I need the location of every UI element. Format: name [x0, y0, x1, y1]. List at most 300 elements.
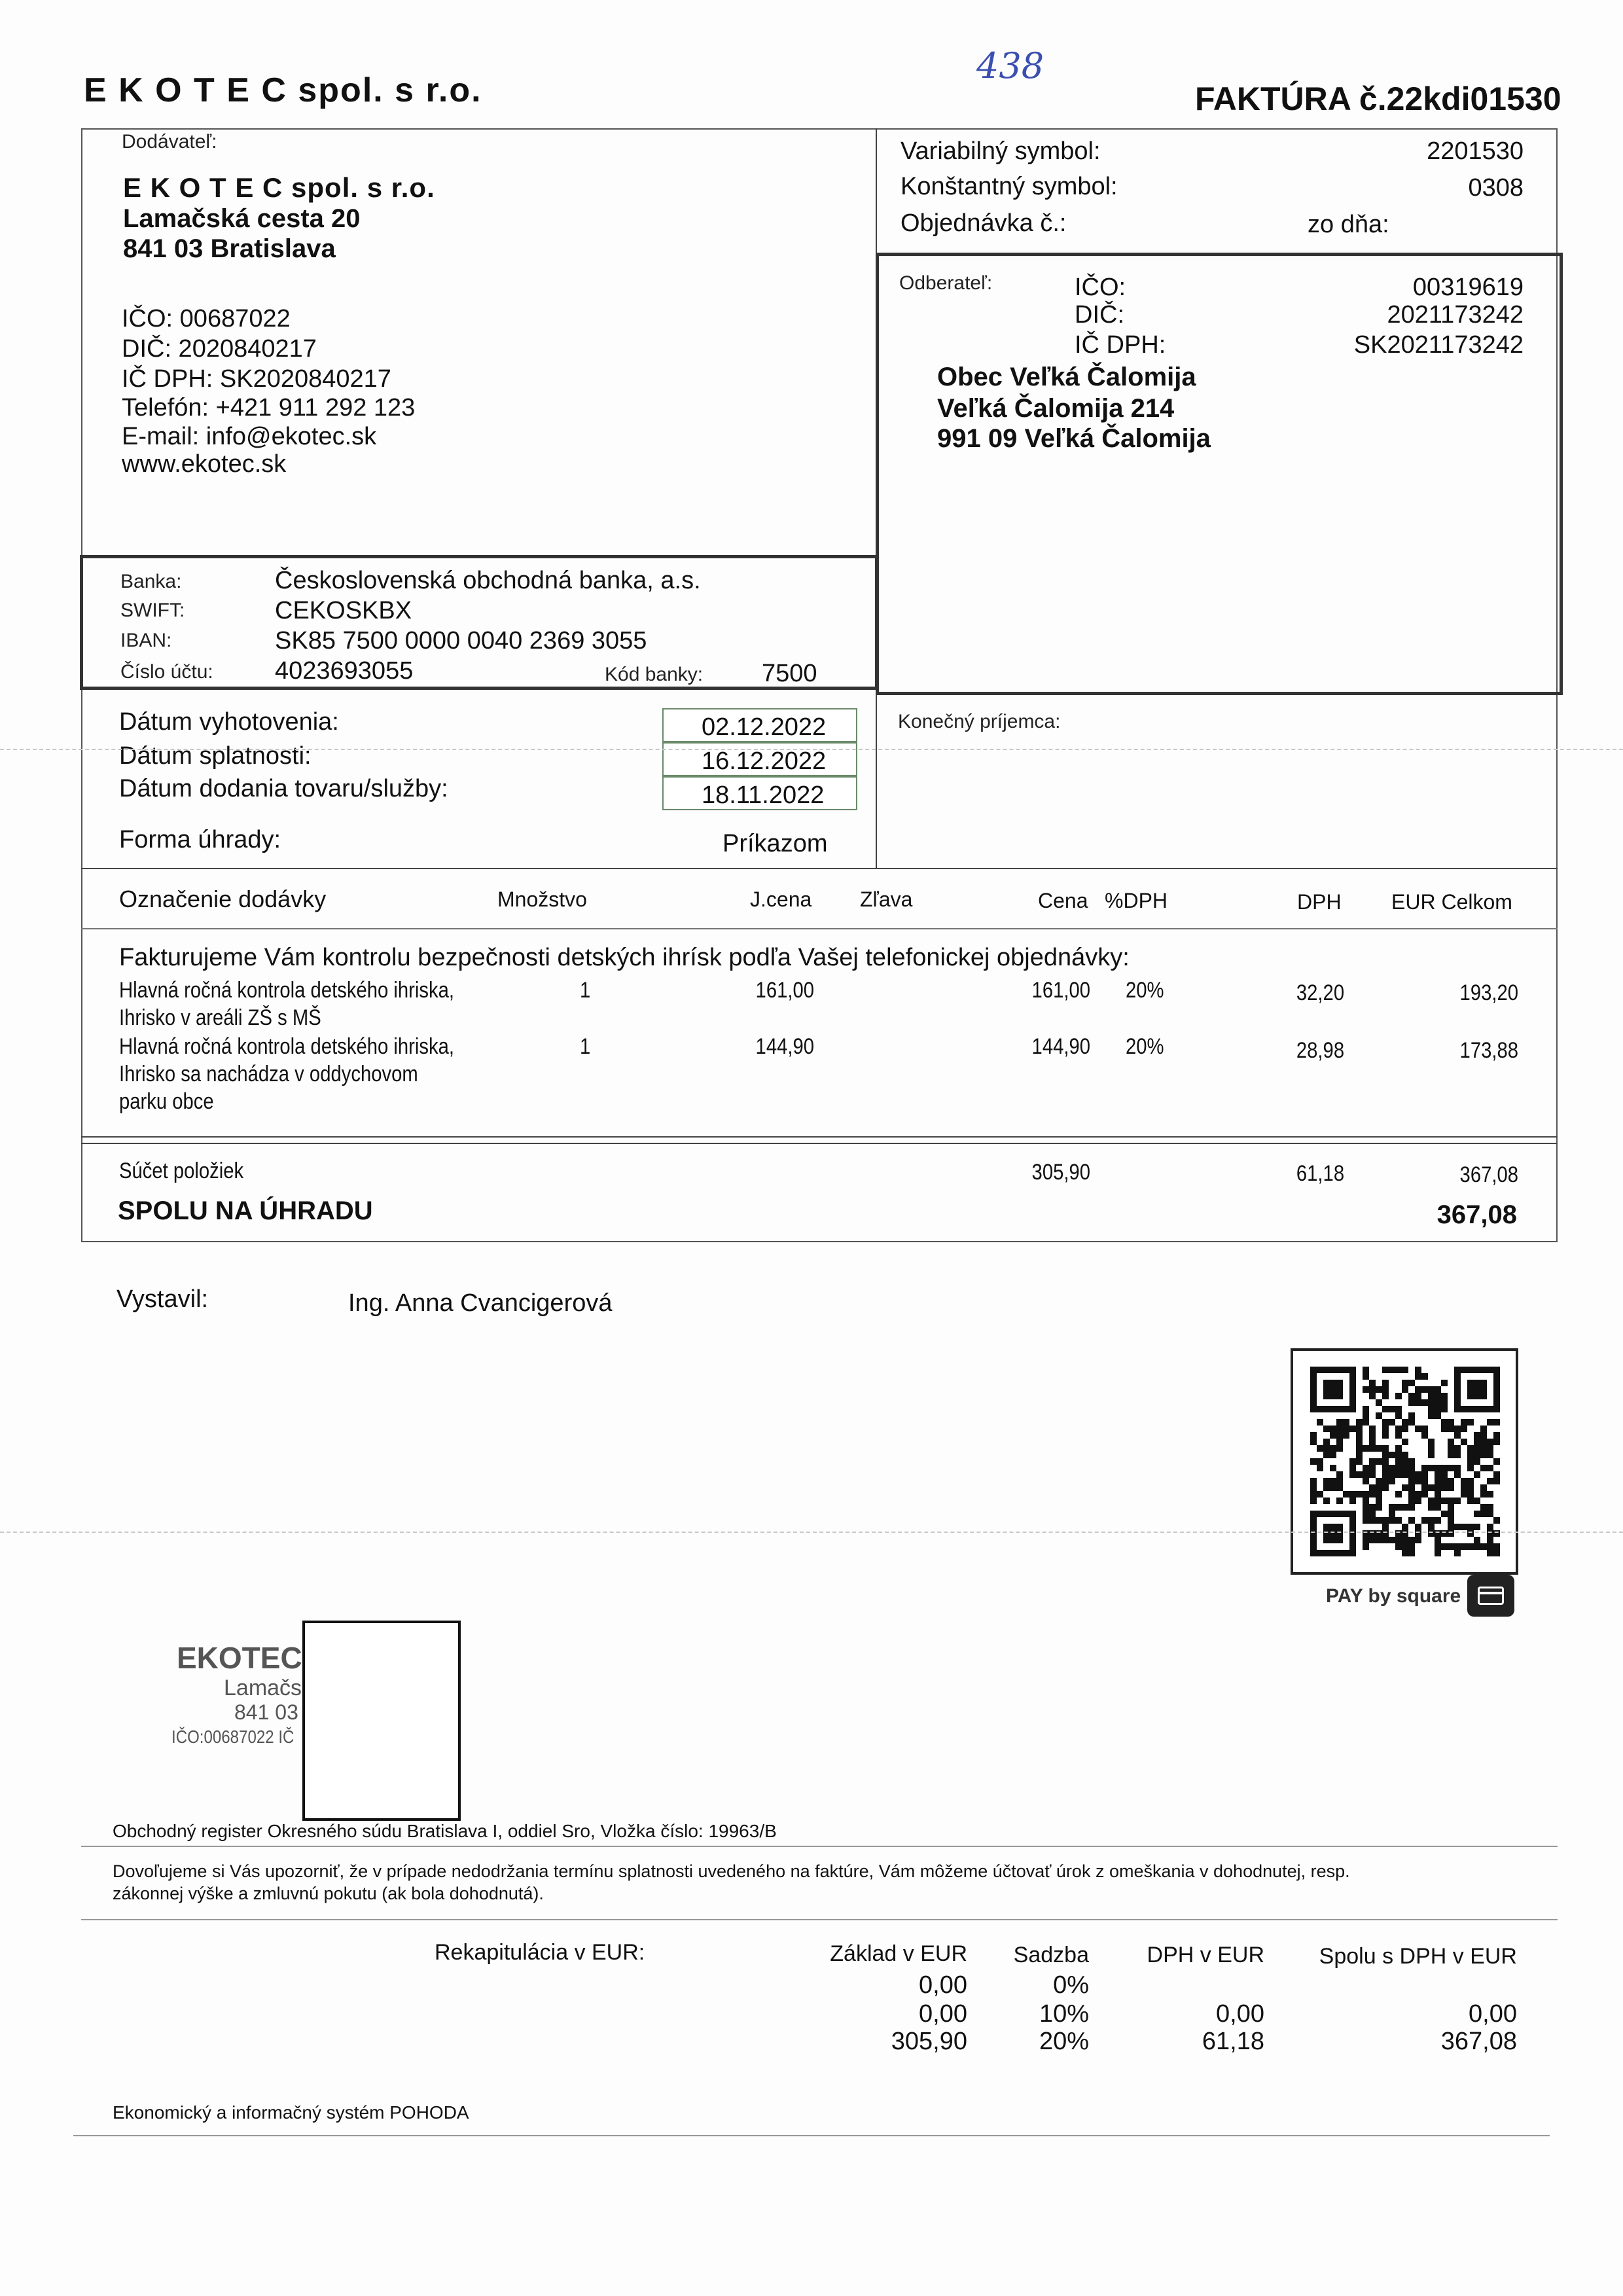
col-header-total: EUR Celkom — [1391, 890, 1512, 914]
col-header-description: Označenie dodávky — [119, 886, 327, 912]
qr-module — [1369, 1380, 1376, 1386]
qr-module — [1461, 1439, 1467, 1445]
qr-module — [1441, 1484, 1448, 1491]
col-header-discount: Zľava — [860, 888, 913, 911]
recap-row-2-vat: 0,00 — [1216, 2000, 1264, 2028]
recap-row-2-total: 0,00 — [1469, 2000, 1517, 2028]
item-1-unit-price: 161,00 — [755, 978, 814, 1003]
item-2-description-line-2: Ihrisko sa nachádza v oddychovom — [119, 1062, 418, 1086]
recap-title: Rekapitulácia v EUR: — [435, 1940, 645, 1965]
customer-icdph-label: IČ DPH: — [1075, 331, 1166, 359]
qr-module — [1428, 1412, 1435, 1419]
qr-module — [1467, 1465, 1474, 1471]
account-label: Číslo účtu: — [120, 661, 213, 683]
col-header-unit-price: J.cena — [750, 888, 812, 911]
qr-module — [1428, 1406, 1435, 1412]
qr-module — [1382, 1419, 1389, 1426]
qr-module — [1415, 1399, 1421, 1406]
qr-module — [1487, 1439, 1493, 1445]
col-header-quantity: Množstvo — [497, 888, 587, 911]
qr-module — [1402, 1426, 1408, 1432]
qr-module — [1389, 1367, 1395, 1373]
sum-vat: 61,18 — [1296, 1161, 1344, 1186]
scan-fold-line — [0, 749, 1623, 750]
order-date-label: zo dňa: — [1308, 211, 1389, 238]
qr-module — [1376, 1537, 1382, 1543]
qr-module — [1467, 1458, 1474, 1465]
recap-header-vat: DPH v EUR — [1147, 1943, 1264, 1967]
qr-module — [1382, 1386, 1389, 1393]
due-date-label: Dátum splatnosti: — [119, 742, 312, 770]
qr-module — [1435, 1471, 1441, 1478]
qr-module — [1493, 1419, 1500, 1426]
qr-module — [1441, 1471, 1448, 1478]
qr-module — [1448, 1445, 1454, 1452]
qr-module — [1448, 1452, 1454, 1458]
qr-module — [1415, 1373, 1421, 1380]
qr-module — [1408, 1504, 1415, 1511]
qr-module — [1474, 1445, 1480, 1452]
supplier-phone: Telefón: +421 911 292 123 — [122, 394, 416, 422]
qr-module — [1330, 1445, 1336, 1452]
supplier-email: E-mail: info@ekotec.sk — [122, 423, 377, 450]
items-header-line — [81, 928, 1558, 929]
qr-module — [1402, 1550, 1408, 1556]
swift-value: CEKOSKBX — [275, 597, 412, 624]
qr-module — [1421, 1484, 1428, 1491]
late-payment-notice-line-2: zákonnej výške a zmluvnú pokutu (ak bola dohodnutá). — [113, 1884, 544, 1903]
qr-module — [1435, 1498, 1441, 1504]
qr-module — [1428, 1504, 1435, 1511]
qr-module — [1382, 1471, 1389, 1478]
qr-module — [1389, 1478, 1395, 1484]
item-1-description-line-1: Hlavná ročná kontrola detského ihriska, — [119, 978, 454, 1003]
qr-module — [1376, 1386, 1382, 1393]
issue-date-label: Dátum vyhotovenia: — [119, 708, 339, 736]
qr-module — [1376, 1491, 1382, 1498]
qr-module — [1402, 1458, 1408, 1465]
recap-row-3-vat: 61,18 — [1202, 2028, 1264, 2055]
qr-module — [1395, 1465, 1402, 1471]
constant-symbol-label: Konštantný symbol: — [901, 173, 1118, 200]
qr-module — [1343, 1432, 1349, 1439]
order-number-label: Objednávka č.: — [901, 209, 1067, 237]
customer-name: Obec Veľká Čalomija — [937, 363, 1196, 391]
qr-module — [1402, 1471, 1408, 1478]
qr-module — [1415, 1471, 1421, 1478]
qr-pattern — [1310, 1367, 1500, 1556]
qr-module — [1467, 1452, 1474, 1458]
scan-fold-line-2 — [0, 1532, 1623, 1533]
qr-module — [1493, 1432, 1500, 1439]
qr-module — [1330, 1478, 1336, 1484]
qr-module — [1408, 1478, 1415, 1484]
qr-module — [1408, 1491, 1415, 1498]
qr-module — [1480, 1543, 1487, 1550]
col-header-price: Cena — [1038, 889, 1088, 912]
qr-module — [1369, 1465, 1376, 1471]
constant-symbol-value: 0308 — [1468, 174, 1524, 202]
qr-module — [1349, 1458, 1356, 1465]
pay-by-square-caption: PAY by square — [1326, 1585, 1461, 1607]
qr-module — [1382, 1426, 1389, 1432]
qr-module — [1487, 1550, 1493, 1556]
qr-module — [1435, 1412, 1441, 1419]
qr-module — [1402, 1484, 1408, 1491]
bank-label: Banka: — [120, 571, 182, 592]
qr-module — [1461, 1419, 1467, 1426]
variable-symbol-label: Variabilný symbol: — [901, 137, 1101, 165]
qr-module — [1363, 1511, 1369, 1517]
qr-module — [1441, 1465, 1448, 1471]
qr-module — [1435, 1393, 1441, 1399]
qr-module — [1480, 1452, 1487, 1458]
qr-module — [1395, 1445, 1402, 1452]
qr-module — [1356, 1419, 1363, 1426]
qr-module — [1369, 1445, 1376, 1452]
qr-module — [1408, 1543, 1415, 1550]
qr-module — [1467, 1478, 1474, 1484]
qr-module — [1493, 1439, 1500, 1445]
qr-module — [1363, 1537, 1369, 1543]
company-stamp: EKOTEC Lamačs 841 03 IČO:00687022 IČ — [171, 1641, 302, 1747]
qr-module — [1382, 1517, 1389, 1524]
qr-module — [1395, 1471, 1402, 1478]
qr-module — [1408, 1393, 1415, 1399]
redaction-box — [302, 1621, 461, 1821]
qr-module — [1369, 1517, 1376, 1524]
supplier-label: Dodávateľ: — [122, 131, 217, 152]
qr-module — [1323, 1439, 1330, 1445]
qr-module — [1480, 1491, 1487, 1498]
qr-module — [1330, 1432, 1336, 1439]
qr-module — [1376, 1478, 1382, 1484]
qr-module — [1474, 1432, 1480, 1439]
qr-module — [1428, 1465, 1435, 1471]
qr-module — [1448, 1426, 1454, 1432]
recap-row-2-rate: 10% — [1039, 2000, 1089, 2028]
qr-module — [1415, 1386, 1421, 1393]
qr-module — [1415, 1524, 1421, 1530]
qr-module — [1363, 1373, 1369, 1380]
qr-module — [1382, 1393, 1389, 1399]
qr-module — [1421, 1399, 1428, 1406]
qr-module — [1356, 1445, 1363, 1452]
qr-module — [1317, 1465, 1323, 1471]
qr-module — [1402, 1386, 1408, 1393]
qr-module — [1310, 1484, 1317, 1491]
qr-module — [1382, 1484, 1389, 1491]
footer-line-2 — [81, 1919, 1558, 1920]
qr-module — [1474, 1537, 1480, 1543]
qr-module — [1369, 1504, 1376, 1511]
qr-module — [1408, 1517, 1415, 1524]
qr-module — [1310, 1498, 1317, 1504]
qr-module — [1435, 1478, 1441, 1484]
account-value: 4023693055 — [275, 657, 414, 685]
supplier-web: www.ekotec.sk — [122, 450, 287, 478]
qr-module — [1487, 1537, 1493, 1543]
qr-module — [1435, 1386, 1441, 1393]
qr-module — [1474, 1458, 1480, 1465]
handwritten-number: 438 — [976, 45, 1044, 86]
qr-module — [1428, 1498, 1435, 1504]
qr-module — [1435, 1406, 1441, 1412]
qr-module — [1402, 1419, 1408, 1426]
customer-street: Veľká Čalomija 214 — [937, 394, 1175, 423]
qr-module — [1454, 1432, 1461, 1439]
qr-module — [1389, 1452, 1395, 1458]
qr-module — [1369, 1386, 1376, 1393]
qr-module — [1415, 1491, 1421, 1498]
qr-module — [1402, 1380, 1408, 1386]
qr-module — [1461, 1478, 1467, 1484]
qr-module — [1402, 1504, 1408, 1511]
supplier-icdph: IČ DPH: SK2020840217 — [122, 365, 391, 393]
qr-module — [1454, 1543, 1461, 1550]
item-2-vat: 28,98 — [1296, 1038, 1344, 1063]
qr-module — [1382, 1465, 1389, 1471]
qr-module — [1467, 1491, 1474, 1498]
qr-module — [1454, 1465, 1461, 1471]
qr-module — [1415, 1426, 1421, 1432]
qr-module — [1448, 1524, 1454, 1530]
qr-module — [1330, 1465, 1336, 1471]
item-2-description-line-3: parku obce — [119, 1089, 214, 1114]
qr-module — [1336, 1419, 1343, 1426]
qr-module — [1454, 1445, 1461, 1452]
qr-module — [1363, 1498, 1369, 1504]
qr-module — [1461, 1543, 1467, 1550]
qr-module — [1408, 1380, 1415, 1386]
qr-module — [1441, 1511, 1448, 1517]
qr-module — [1428, 1399, 1435, 1406]
qr-module — [1448, 1478, 1454, 1484]
qr-module — [1435, 1484, 1441, 1491]
qr-module — [1467, 1484, 1474, 1491]
qr-module — [1428, 1439, 1435, 1445]
qr-module — [1408, 1537, 1415, 1543]
qr-module — [1363, 1445, 1369, 1452]
payment-method-value: Príkazom — [722, 830, 828, 857]
qr-module — [1461, 1524, 1467, 1530]
qr-module — [1382, 1537, 1389, 1543]
qr-module — [1441, 1380, 1448, 1386]
qr-module — [1435, 1399, 1441, 1406]
item-1-total: 193,20 — [1459, 980, 1518, 1005]
item-1-vat-rate: 20% — [1126, 978, 1164, 1003]
qr-module — [1428, 1386, 1435, 1393]
qr-module — [1363, 1543, 1369, 1550]
qr-module — [1349, 1465, 1356, 1471]
qr-module — [1454, 1498, 1461, 1504]
qr-module — [1474, 1439, 1480, 1445]
qr-module — [1395, 1458, 1402, 1465]
qr-module — [1336, 1439, 1343, 1445]
qr-module — [1421, 1471, 1428, 1478]
qr-module — [1369, 1511, 1376, 1517]
qr-module — [1389, 1537, 1395, 1543]
final-recipient-label: Konečný príjemca: — [898, 711, 1061, 732]
supplier-street: Lamačská cesta 20 — [123, 204, 361, 233]
qr-module — [1454, 1471, 1461, 1478]
qr-module — [1480, 1432, 1487, 1439]
qr-code — [1291, 1348, 1518, 1575]
qr-module — [1382, 1406, 1389, 1412]
qr-module — [1395, 1367, 1402, 1373]
qr-module — [1336, 1432, 1343, 1439]
qr-module — [1402, 1439, 1408, 1445]
items-intro: Fakturujeme Vám kontrolu bezpečnosti detských ihrísk podľa Vašej telefonickej objednávky: — [119, 944, 1130, 971]
qr-module — [1330, 1452, 1336, 1458]
qr-module — [1402, 1543, 1408, 1550]
recap-header-total: Spolu s DPH v EUR — [1319, 1944, 1517, 1969]
qr-module — [1474, 1471, 1480, 1478]
qr-module — [1474, 1511, 1480, 1517]
qr-module — [1474, 1524, 1480, 1530]
qr-module — [1323, 1478, 1330, 1484]
amount-due-value: 367,08 — [1436, 1200, 1517, 1229]
qr-module — [1382, 1445, 1389, 1452]
qr-module — [1454, 1550, 1461, 1556]
qr-module — [1389, 1511, 1395, 1517]
qr-module — [1487, 1419, 1493, 1426]
card-icon — [1467, 1575, 1514, 1617]
qr-module — [1369, 1537, 1376, 1543]
qr-module — [1336, 1471, 1343, 1478]
qr-module — [1336, 1426, 1343, 1432]
qr-module — [1421, 1432, 1428, 1439]
qr-module — [1330, 1426, 1336, 1432]
sum-price: 305,90 — [1031, 1160, 1090, 1185]
qr-module — [1454, 1524, 1461, 1530]
qr-module — [1349, 1426, 1356, 1432]
qr-module — [1402, 1465, 1408, 1471]
item-1-description-line-2: Ihrisko v areáli ZŠ s MŠ — [119, 1005, 321, 1030]
qr-module — [1356, 1491, 1363, 1498]
qr-module — [1415, 1478, 1421, 1484]
sum-total: 367,08 — [1459, 1162, 1518, 1187]
qr-module — [1356, 1426, 1363, 1432]
variable-symbol-value: 2201530 — [1427, 137, 1524, 165]
qr-module — [1389, 1471, 1395, 1478]
qr-module — [1349, 1498, 1356, 1504]
qr-module — [1421, 1386, 1428, 1393]
qr-module — [1395, 1517, 1402, 1524]
qr-module — [1408, 1419, 1415, 1426]
qr-module — [1467, 1445, 1474, 1452]
qr-module — [1389, 1465, 1395, 1471]
qr-module — [1369, 1471, 1376, 1478]
item-2-price: 144,90 — [1031, 1034, 1090, 1059]
qr-module — [1369, 1458, 1376, 1465]
qr-module — [1493, 1471, 1500, 1478]
bank-value: Československá obchodná banka, a.s. — [275, 567, 701, 594]
qr-module — [1480, 1439, 1487, 1445]
payment-method-label: Forma úhrady: — [119, 826, 281, 853]
qr-module — [1376, 1484, 1382, 1491]
swift-label: SWIFT: — [120, 600, 185, 621]
recap-header-base: Základ v EUR — [830, 1941, 967, 1966]
qr-finder-pattern — [1323, 1524, 1343, 1543]
qr-module — [1382, 1380, 1389, 1386]
qr-module — [1376, 1504, 1382, 1511]
qr-module — [1454, 1452, 1461, 1458]
qr-module — [1395, 1537, 1402, 1543]
qr-module — [1487, 1543, 1493, 1550]
qr-module — [1448, 1484, 1454, 1491]
qr-module — [1461, 1491, 1467, 1498]
qr-module — [1323, 1498, 1330, 1504]
qr-module — [1467, 1498, 1474, 1504]
software-note: Ekonomický a informačný systém POHODA — [113, 2102, 469, 2123]
supplier-dic: DIČ: 2020840217 — [122, 335, 317, 363]
qr-module — [1428, 1393, 1435, 1399]
qr-module — [1395, 1426, 1402, 1432]
item-2-total: 173,88 — [1459, 1038, 1518, 1063]
qr-module — [1349, 1471, 1356, 1478]
qr-module — [1395, 1406, 1402, 1412]
item-1-vat: 32,20 — [1296, 980, 1344, 1005]
items-bottom-line — [81, 1136, 1558, 1138]
qr-module — [1363, 1406, 1369, 1412]
qr-module — [1448, 1439, 1454, 1445]
qr-module — [1336, 1445, 1343, 1452]
qr-module — [1336, 1498, 1343, 1504]
qr-module — [1323, 1484, 1330, 1491]
qr-module — [1415, 1537, 1421, 1543]
qr-module — [1317, 1458, 1323, 1465]
qr-module — [1408, 1498, 1415, 1504]
recap-header-rate: Sadzba — [1013, 1943, 1089, 1967]
bank-code-value: 7500 — [762, 660, 817, 687]
recap-row-3-total: 367,08 — [1440, 2028, 1517, 2055]
qr-module — [1441, 1399, 1448, 1406]
qr-module — [1435, 1543, 1441, 1550]
customer-city: 991 09 Veľká Čalomija — [937, 424, 1211, 453]
qr-module — [1343, 1426, 1349, 1432]
qr-module — [1343, 1491, 1349, 1498]
qr-module — [1408, 1399, 1415, 1406]
qr-module — [1461, 1484, 1467, 1491]
qr-module — [1480, 1511, 1487, 1517]
qr-module — [1467, 1419, 1474, 1426]
qr-module — [1435, 1517, 1441, 1524]
customer-label: Odberateľ: — [899, 272, 993, 294]
qr-module — [1395, 1393, 1402, 1399]
qr-module — [1389, 1504, 1395, 1511]
qr-module — [1330, 1484, 1336, 1491]
supplier-ico: IČO: 00687022 — [122, 305, 291, 332]
qr-module — [1317, 1491, 1323, 1498]
qr-module — [1421, 1426, 1428, 1432]
qr-module — [1336, 1484, 1343, 1491]
qr-module — [1369, 1484, 1376, 1491]
qr-module — [1461, 1426, 1467, 1432]
iban-value: SK85 7500 0000 0040 2369 3055 — [275, 627, 647, 655]
qr-module — [1480, 1465, 1487, 1471]
qr-module — [1317, 1419, 1323, 1426]
qr-module — [1415, 1498, 1421, 1504]
qr-module — [1487, 1524, 1493, 1530]
qr-module — [1474, 1452, 1480, 1458]
customer-dic-label: DIČ: — [1075, 301, 1124, 329]
qr-module — [1428, 1452, 1435, 1458]
qr-module — [1376, 1445, 1382, 1452]
qr-module — [1395, 1504, 1402, 1511]
qr-module — [1480, 1484, 1487, 1491]
qr-module — [1369, 1426, 1376, 1432]
